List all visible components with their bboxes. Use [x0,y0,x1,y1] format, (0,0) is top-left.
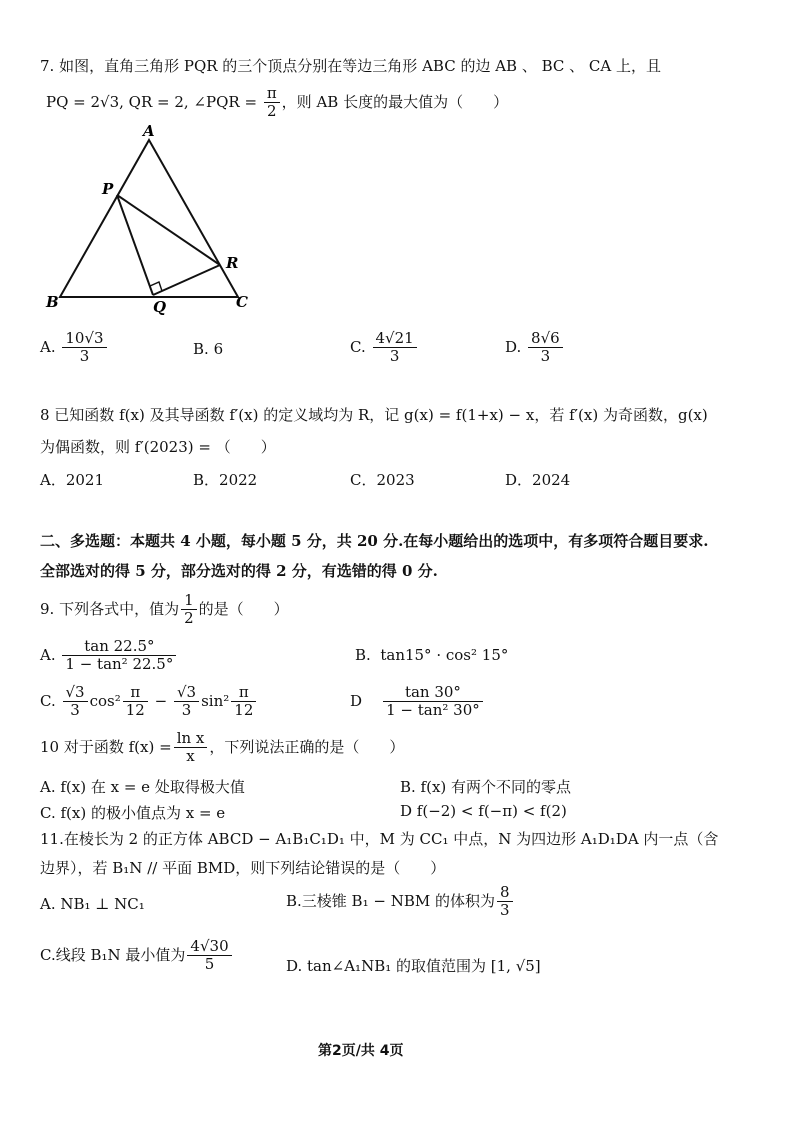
q11-option-b[interactable]: B.三棱锥 B₁ − NBM 的体积为 $\frac{8}{3}$ [286,884,515,920]
q7-option-a[interactable]: A. $\frac{10√3}{3}$ [40,330,109,366]
q9-stem: 9. 下列各式中，值为 $\frac{1}{2}$ 的是（ ） [40,591,289,628]
segment-pr [117,195,220,265]
label-q: Q [153,298,167,316]
q7-angle-fraction: $\frac{\pi}{2}$ [264,85,280,121]
section2-header-line2: 全部选对的得 5 分，部分选对的得 2 分，有选错的得 0 分. [40,562,438,580]
q10-stem: 10 对于函数 f(x) = $\frac{\text{ln x}}{x}$ ，下列说法正确的是（ ） [40,729,405,766]
label-c: C [236,293,248,311]
segment-qr [153,265,220,295]
q8-option-d[interactable]: D．2024 [505,471,571,489]
q8-option-c[interactable]: C．2023 [350,471,415,489]
q7-triangle-figure [40,120,260,320]
q9-option-d[interactable]: D $\frac{\tan 30^\circ}{\text{1 − tan² 30°}}$ [350,684,485,720]
q7-line2 [46,85,508,121]
q8-option-b[interactable]: B．2022 [193,471,258,489]
label-b: B [46,293,59,311]
q8-option-a[interactable]: A．2021 [40,471,105,489]
q11-option-c[interactable]: C.线段 B₁N 最小值为 $\frac{4√30}{5}$ [40,938,234,974]
q8-line2: 为偶函数，则 f′(2023) = （ ） [40,438,276,456]
label-a: A [143,122,155,140]
q9-option-c[interactable]: C. $\frac{√3}{3}$ cos² $\frac{\pi}{12}$ − $\frac{√3}{3}$ sin² $\frac{\pi}{12}$ [40,684,258,720]
q7-condition: PQ = 2√3, QR = 2, ∠PQR = [46,92,262,111]
q11-option-a[interactable]: A. NB₁ ⊥ NC₁ [40,895,145,913]
triangle-abc [60,140,238,297]
q7-question: ，则 AB 长度的最大值为（ ） [281,92,509,111]
q10-option-d[interactable]: D f(−2) < f(−π) < f(2) [400,802,567,820]
section2-header-line1: 二、多选题：本题共 4 小题，每小题 5 分，共 20 分.在每小题给出的选项中，有多项符合题目要求. [40,532,709,550]
segment-pq [117,195,153,295]
q9-option-a[interactable]: A. $\frac{\tan 22.5^\circ}{\text{1 − tan² 22.5°}}$ [40,638,178,674]
label-r: R [226,254,239,272]
q9-option-b[interactable]: B. tan15° · cos² 15° [355,646,509,664]
q10-option-c[interactable]: C. f(x) 的极小值点为 x = e [40,804,226,822]
q11-option-d[interactable]: D. tan∠A₁NB₁ 的取值范围为 [1, √5] [286,957,541,975]
q11-line1: 11.在棱长为 2 的正方体 ABCD − A₁B₁C₁D₁ 中，M 为 CC₁ 中点，N 为四边形 A₁D₁DA 内一点（含 [40,830,719,848]
q7-option-d[interactable]: D. $\frac{8√6}{3}$ [505,330,565,366]
q8-line1: 8 已知函数 f(x) 及其导函数 f′(x) 的定义域均为 R，记 g(x) = f(1+x) − x，若 f′(x) 为奇函数，g(x) [40,406,708,424]
q10-option-b[interactable]: B. f(x) 有两个不同的零点 [400,778,572,796]
q7-option-c[interactable]: C. $\frac{4√21}{3}$ [350,330,419,366]
label-p: P [102,180,114,198]
q7-line1: 7. 如图，直角三角形 PQR 的三个顶点分别在等边三角形 ABC 的边 AB 、 BC 、 CA 上，且 [40,57,662,75]
page-number: 第2页/共 4页 [318,1043,404,1059]
q7-option-b[interactable]: B. 6 [193,340,224,358]
q11-line2: 边界），若 B₁N // 平面 BMD，则下列结论错误的是（ ） [40,859,446,877]
q10-option-a[interactable]: A. f(x) 在 x = e 处取得极大值 [40,778,245,796]
